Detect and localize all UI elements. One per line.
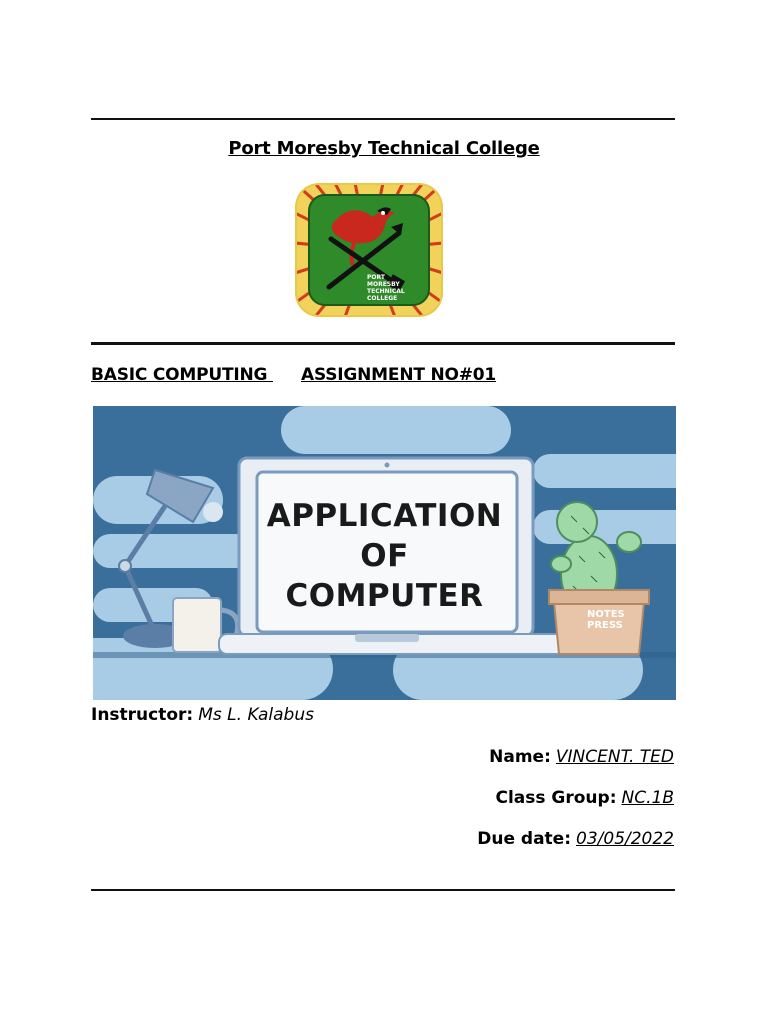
name-value: VINCENT. TED: [555, 747, 674, 767]
instructor-label: Instructor:: [91, 705, 194, 725]
banner-title-line2: OF: [360, 538, 409, 574]
instructor-line: [91, 704, 314, 725]
bottom-rule: [91, 889, 675, 891]
logo-text-4: COLLEGE: [367, 295, 398, 302]
banner-title-line1: APPLICATION: [266, 498, 503, 534]
instructor-value: Ms L. Kalabus: [198, 705, 314, 725]
assignment-number: ASSIGNMENT NO#01: [301, 365, 497, 385]
logo-divider: [91, 342, 675, 345]
logo-text-1: PORT: [367, 274, 385, 281]
class-group-value: NC.1B: [621, 788, 674, 808]
college-logo: [295, 183, 443, 317]
banner-illustration: [93, 406, 676, 700]
class-group-line: [495, 787, 674, 808]
due-date-label: Due date:: [477, 829, 571, 849]
pot-label-line2: PRESS: [587, 620, 623, 631]
banner-title-line3: COMPUTER: [285, 578, 484, 614]
logo-text-2: MORESBY: [367, 281, 400, 288]
student-name-line: [489, 746, 674, 767]
due-date-line: [477, 828, 674, 849]
course-title: BASIC COMPUTING: [91, 365, 274, 385]
due-date-value: 03/05/2022: [576, 829, 674, 849]
college-name: Port Moresby Technical College: [228, 138, 540, 159]
pot-label-line1: NOTES: [587, 609, 625, 620]
class-group-label: Class Group:: [495, 788, 617, 808]
logo-text-3: TECHNICAL: [367, 288, 405, 295]
name-label: Name:: [489, 747, 551, 767]
top-rule: [91, 118, 675, 120]
